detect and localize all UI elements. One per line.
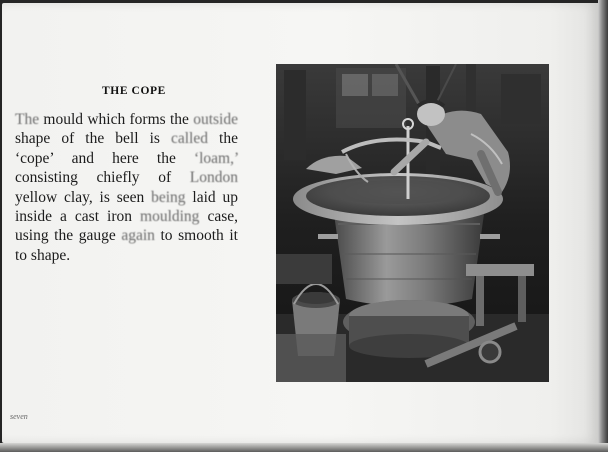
body-text-run: the ‘cope’ and here the — [15, 130, 238, 167]
body-text-run: case, using the gauge — [15, 208, 238, 245]
faded-word: London — [189, 169, 238, 187]
body-text-run: laid up inside a cast iron — [15, 188, 238, 226]
photo-illustration — [276, 64, 549, 382]
page-edge-shadow — [598, 0, 608, 452]
faded-word: The — [15, 111, 40, 128]
faded-word: being — [151, 188, 186, 206]
stool — [466, 264, 534, 276]
section-heading: THE COPE — [102, 85, 166, 97]
body-text-run: yellow clay, is seen — [15, 188, 152, 206]
faded-word: ‘loam,’ — [193, 149, 238, 167]
book-page — [2, 3, 598, 443]
page-number: seven — [10, 412, 28, 421]
faded-word: moulding — [140, 208, 200, 226]
moulding-case — [334, 214, 484, 307]
faded-word: again — [121, 227, 155, 245]
body-paragraph — [15, 110, 238, 265]
body-text-run: consisting chiefly of — [15, 169, 190, 187]
foundry-photograph — [276, 64, 549, 382]
wall-post — [284, 70, 306, 160]
body-text-run: shape of the bell is — [15, 130, 171, 148]
faded-word: outside — [193, 111, 238, 128]
page-bottom-edge — [0, 443, 608, 452]
body-text-run: mould which forms the — [39, 111, 194, 128]
faded-word: called — [170, 130, 208, 148]
body-text-run: to smooth it to shape. — [15, 227, 238, 264]
